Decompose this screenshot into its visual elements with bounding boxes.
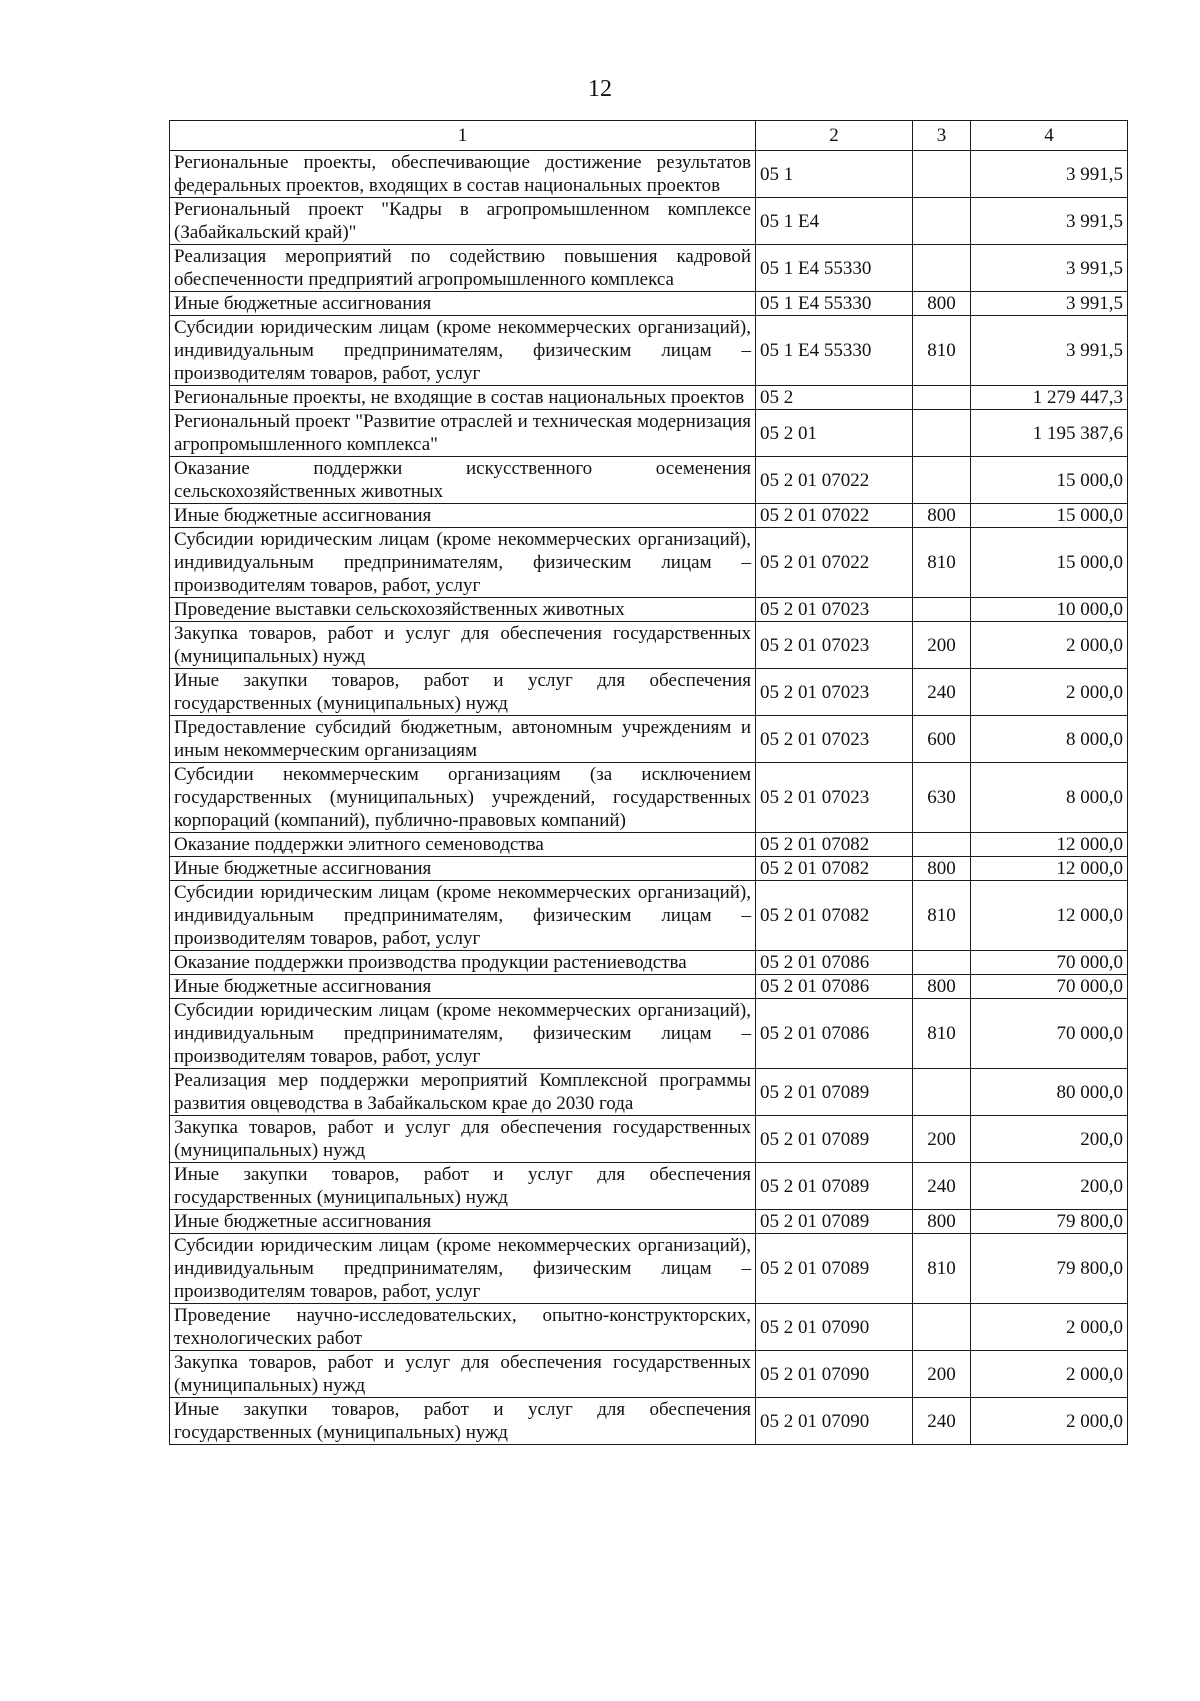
row-amount-cell: 3 991,5 [971,316,1128,386]
row-expense-type-cell [913,951,971,975]
row-amount-cell: 3 991,5 [971,151,1128,198]
table-row [170,1351,1128,1398]
table-body [170,151,1128,1445]
row-expense-type-cell: 200 [913,1116,971,1163]
row-amount-cell: 2 000,0 [971,1398,1128,1445]
row-code-cell: 05 2 01 07082 [756,881,913,951]
row-name-cell: Проведение выставки сельскохозяйственных животных [170,598,756,622]
row-name-cell: Субсидии юридическим лицам (кроме некоммерческих организаций), индивидуальным предпринимателям, физическим лицам – производителям товаров, работ, услуг [170,881,756,951]
row-expense-type-cell: 810 [913,316,971,386]
row-code-cell: 05 2 01 [756,410,913,457]
row-name-cell: Субсидии юридическим лицам (кроме некоммерческих организаций), индивидуальным предпринимателям, физическим лицам – производителям товаров, работ, услуг [170,528,756,598]
table-row [170,857,1128,881]
row-amount-cell: 2 000,0 [971,1304,1128,1351]
row-amount-cell: 79 800,0 [971,1210,1128,1234]
budget-table [169,120,1128,1445]
column-header-2: 2 [756,121,913,151]
table-row [170,386,1128,410]
table-row [170,457,1128,504]
row-name-cell: Проведение научно-исследовательских, опытно-конструкторских, технологических работ [170,1304,756,1351]
row-code-cell: 05 1 Е4 55330 [756,292,913,316]
row-amount-cell: 2 000,0 [971,1351,1128,1398]
row-amount-cell: 15 000,0 [971,504,1128,528]
row-code-cell: 05 2 01 07089 [756,1210,913,1234]
row-expense-type-cell: 240 [913,669,971,716]
row-name-cell: Закупка товаров, работ и услуг для обеспечения государственных (муниципальных) нужд [170,1351,756,1398]
row-code-cell: 05 2 01 07090 [756,1398,913,1445]
row-amount-cell: 12 000,0 [971,857,1128,881]
table-row [170,951,1128,975]
row-name-cell: Региональные проекты, обеспечивающие достижение результатов федеральных проектов, входящих в состав национальных проектов [170,151,756,198]
table-row [170,1398,1128,1445]
row-amount-cell: 1 195 387,6 [971,410,1128,457]
row-name-cell: Реализация мероприятий по содействию повышения кадровой обеспеченности предприятий агропромышленного комплекса [170,245,756,292]
row-code-cell: 05 1 Е4 55330 [756,316,913,386]
table-row [170,410,1128,457]
row-amount-cell: 12 000,0 [971,881,1128,951]
table-row [170,1163,1128,1210]
row-code-cell: 05 2 01 07090 [756,1304,913,1351]
row-name-cell: Субсидии юридическим лицам (кроме некоммерческих организаций), индивидуальным предпринимателям, физическим лицам – производителям товаров, работ, услуг [170,316,756,386]
row-expense-type-cell: 800 [913,857,971,881]
table-row [170,763,1128,833]
row-code-cell: 05 2 01 07022 [756,504,913,528]
row-amount-cell: 70 000,0 [971,999,1128,1069]
row-amount-cell: 79 800,0 [971,1234,1128,1304]
row-name-cell: Реализация мер поддержки мероприятий Комплексной программы развития овцеводства в Забайкальском крае до 2030 года [170,1069,756,1116]
row-amount-cell: 2 000,0 [971,669,1128,716]
table-row [170,504,1128,528]
row-amount-cell: 200,0 [971,1163,1128,1210]
row-expense-type-cell: 200 [913,622,971,669]
row-amount-cell: 8 000,0 [971,716,1128,763]
row-name-cell: Закупка товаров, работ и услуг для обеспечения государственных (муниципальных) нужд [170,1116,756,1163]
table-row [170,975,1128,999]
row-amount-cell: 70 000,0 [971,951,1128,975]
row-name-cell: Оказание поддержки элитного семеноводства [170,833,756,857]
row-expense-type-cell [913,386,971,410]
row-expense-type-cell: 800 [913,504,971,528]
row-amount-cell: 12 000,0 [971,833,1128,857]
row-expense-type-cell: 810 [913,528,971,598]
row-amount-cell: 1 279 447,3 [971,386,1128,410]
row-expense-type-cell: 800 [913,975,971,999]
table-row [170,316,1128,386]
row-expense-type-cell: 810 [913,881,971,951]
row-code-cell: 05 2 [756,386,913,410]
row-amount-cell: 8 000,0 [971,763,1128,833]
row-expense-type-cell: 800 [913,1210,971,1234]
row-amount-cell: 15 000,0 [971,528,1128,598]
row-code-cell: 05 1 [756,151,913,198]
table-row [170,1304,1128,1351]
row-amount-cell: 70 000,0 [971,975,1128,999]
row-name-cell: Иные бюджетные ассигнования [170,975,756,999]
table-row [170,1116,1128,1163]
row-name-cell: Субсидии юридическим лицам (кроме некоммерческих организаций), индивидуальным предпринимателям, физическим лицам – производителям товаров, работ, услуг [170,1234,756,1304]
row-expense-type-cell: 810 [913,999,971,1069]
row-expense-type-cell [913,410,971,457]
row-amount-cell: 3 991,5 [971,198,1128,245]
row-code-cell: 05 2 01 07089 [756,1116,913,1163]
table-row [170,716,1128,763]
row-amount-cell: 3 991,5 [971,292,1128,316]
row-expense-type-cell [913,198,971,245]
table-row [170,881,1128,951]
table-row [170,528,1128,598]
row-name-cell: Иные закупки товаров, работ и услуг для обеспечения государственных (муниципальных) нужд [170,1398,756,1445]
row-name-cell: Региональный проект "Кадры в агропромышленном комплексе (Забайкальский край)" [170,198,756,245]
row-code-cell: 05 2 01 07089 [756,1163,913,1210]
row-amount-cell: 3 991,5 [971,245,1128,292]
row-expense-type-cell [913,457,971,504]
page-number: 12 [588,76,612,102]
row-expense-type-cell [913,833,971,857]
row-name-cell: Региональный проект "Развитие отраслей и техническая модернизация агропромышленного комплекса" [170,410,756,457]
row-code-cell: 05 1 Е4 [756,198,913,245]
row-code-cell: 05 2 01 07086 [756,975,913,999]
column-header-3: 3 [913,121,971,151]
table-row [170,1069,1128,1116]
table-row [170,669,1128,716]
table-row [170,999,1128,1069]
row-code-cell: 05 2 01 07022 [756,528,913,598]
table-row [170,292,1128,316]
column-header-4: 4 [971,121,1128,151]
row-code-cell: 05 2 01 07086 [756,951,913,975]
row-name-cell: Оказание поддержки производства продукции растениеводства [170,951,756,975]
row-expense-type-cell: 810 [913,1234,971,1304]
table-row [170,245,1128,292]
row-code-cell: 05 2 01 07023 [756,669,913,716]
row-amount-cell: 200,0 [971,1116,1128,1163]
row-code-cell: 05 2 01 07023 [756,763,913,833]
table-row [170,198,1128,245]
row-name-cell: Субсидии некоммерческим организациям (за исключением государственных (муниципальных) учреждений, государственных корпораций (компаний), публично-правовых компаний) [170,763,756,833]
table-row [170,1210,1128,1234]
row-expense-type-cell [913,598,971,622]
row-expense-type-cell: 240 [913,1163,971,1210]
table-row [170,622,1128,669]
row-expense-type-cell: 600 [913,716,971,763]
row-name-cell: Предоставление субсидий бюджетным, автономным учреждениям и иным некоммерческим организациям [170,716,756,763]
row-code-cell: 05 2 01 07082 [756,857,913,881]
row-code-cell: 05 2 01 07023 [756,598,913,622]
row-code-cell: 05 2 01 07090 [756,1351,913,1398]
row-expense-type-cell [913,1069,971,1116]
row-name-cell: Закупка товаров, работ и услуг для обеспечения государственных (муниципальных) нужд [170,622,756,669]
row-name-cell: Иные закупки товаров, работ и услуг для обеспечения государственных (муниципальных) нужд [170,669,756,716]
row-name-cell: Оказание поддержки искусственного осеменения сельскохозяйственных животных [170,457,756,504]
row-code-cell: 05 2 01 07022 [756,457,913,504]
row-name-cell: Иные бюджетные ассигнования [170,292,756,316]
table-row [170,598,1128,622]
row-code-cell: 05 2 01 07089 [756,1069,913,1116]
row-expense-type-cell [913,245,971,292]
row-code-cell: 05 2 01 07023 [756,716,913,763]
table-row [170,1234,1128,1304]
row-expense-type-cell [913,1304,971,1351]
table-header-row [170,121,1128,151]
row-name-cell: Иные бюджетные ассигнования [170,1210,756,1234]
row-expense-type-cell: 800 [913,292,971,316]
row-code-cell: 05 1 Е4 55330 [756,245,913,292]
row-code-cell: 05 2 01 07089 [756,1234,913,1304]
row-amount-cell: 2 000,0 [971,622,1128,669]
row-code-cell: 05 2 01 07023 [756,622,913,669]
row-code-cell: 05 2 01 07086 [756,999,913,1069]
row-expense-type-cell: 630 [913,763,971,833]
row-amount-cell: 10 000,0 [971,598,1128,622]
row-amount-cell: 15 000,0 [971,457,1128,504]
row-code-cell: 05 2 01 07082 [756,833,913,857]
table-row [170,833,1128,857]
row-name-cell: Региональные проекты, не входящие в состав национальных проектов [170,386,756,410]
table-row [170,151,1128,198]
row-expense-type-cell [913,151,971,198]
row-name-cell: Субсидии юридическим лицам (кроме некоммерческих организаций), индивидуальным предпринимателям, физическим лицам – производителям товаров, работ, услуг [170,999,756,1069]
row-name-cell: Иные бюджетные ассигнования [170,504,756,528]
row-expense-type-cell: 200 [913,1351,971,1398]
row-expense-type-cell: 240 [913,1398,971,1445]
column-header-1: 1 [170,121,756,151]
row-name-cell: Иные закупки товаров, работ и услуг для обеспечения государственных (муниципальных) нужд [170,1163,756,1210]
row-name-cell: Иные бюджетные ассигнования [170,857,756,881]
row-amount-cell: 80 000,0 [971,1069,1128,1116]
